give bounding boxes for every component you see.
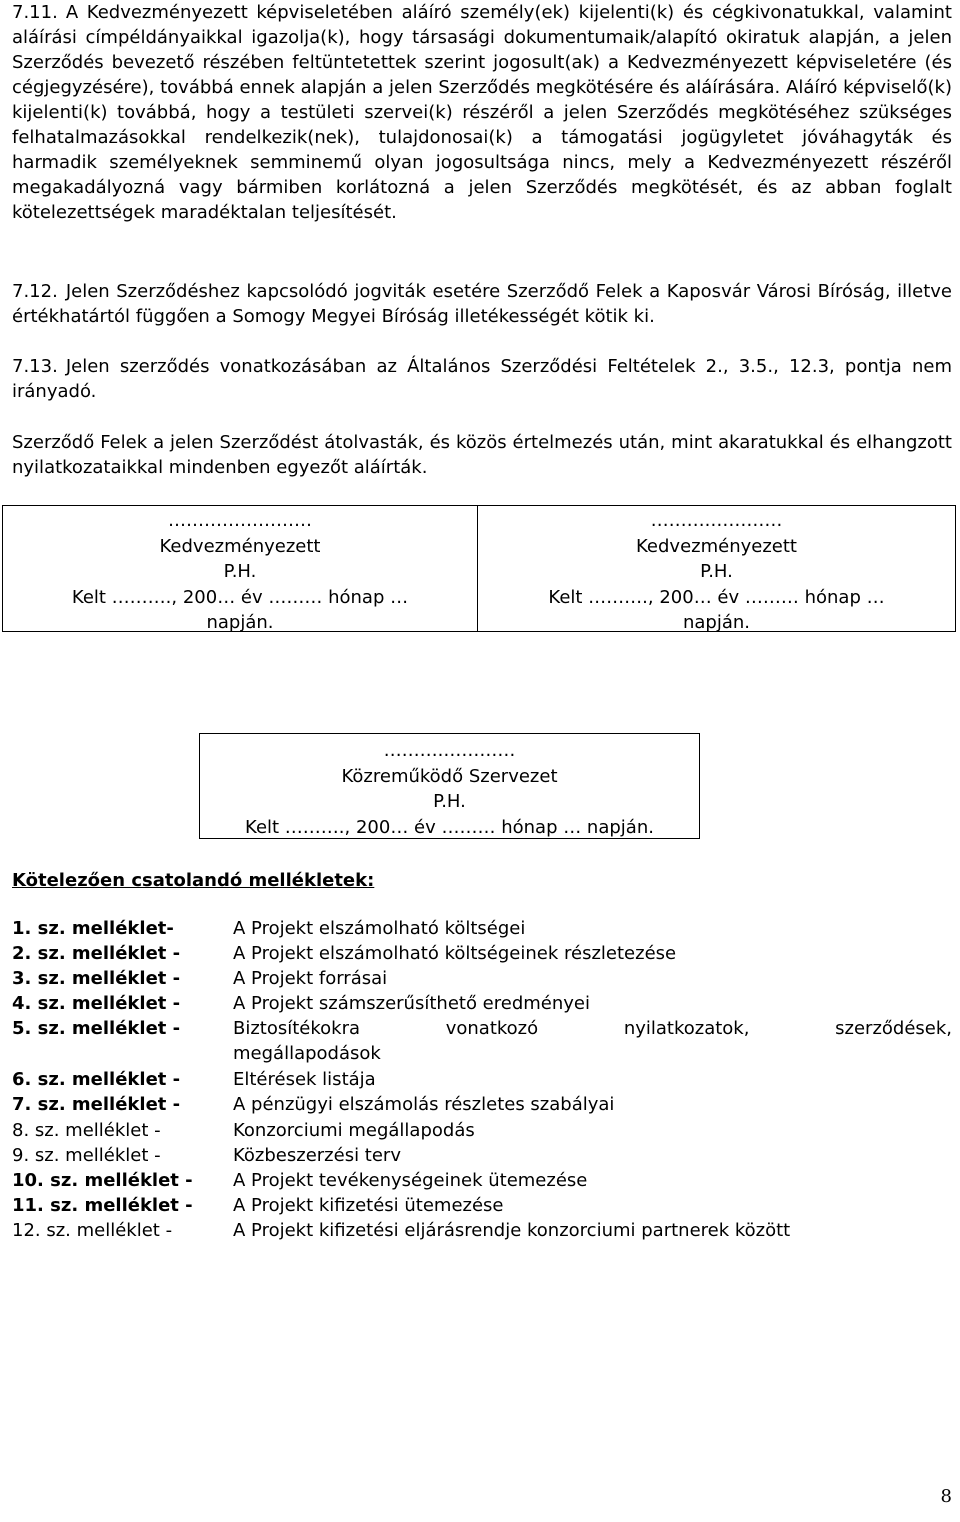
annex-label: 1. sz. melléklet- <box>12 918 174 939</box>
section-7-12 <box>12 279 952 329</box>
section-7-11 <box>12 0 952 225</box>
annex-description: A Projekt elszámolható költségei <box>233 918 526 939</box>
annex-item <box>12 1067 376 1092</box>
signature-line: ……….………… <box>383 740 516 761</box>
closing-text: Szerződő Felek a jelen Szerződést átolvasták, és közös értelmezés után, mint akaratukkal és elhangzott nyilatkozataikkal mindenben egyezőt aláírták. <box>12 432 952 478</box>
section-text: Jelen Szerződéshez kapcsolódó jogviták esetére Szerződő Felek a Kaposvár Városi Bíróság, illetve értékhatártól függően a Somogy Megyei Bíróság illetékességét kötik ki. <box>12 281 952 327</box>
annex-item <box>12 1193 504 1218</box>
annex-label: 10. sz. melléklet - <box>12 1170 193 1191</box>
date-line: Kelt ………., 200… év ……… hónap … <box>548 586 885 608</box>
annex-item <box>12 916 526 941</box>
annex-item <box>12 1092 615 1117</box>
annex-item <box>12 1118 475 1143</box>
stamp-label: P.H. <box>223 561 257 582</box>
annex-description: Konzorciumi megállapodás <box>233 1120 475 1141</box>
annex-label: 7. sz. melléklet - <box>12 1094 181 1115</box>
section-number: 7.12. <box>12 281 58 302</box>
section-text: A Kedvezményezett képviseletében aláíró személy(ek) kijelenti(k) és cégkivonatukkal, valamint aláírási címpéldányaikkal igazolja(k), hogy társasági dokumentumaik/alapító okiratuk alapján, a jelen Szerződés bevezető részében feltüntetettek szerint jogosult(ak) a Kedvezményezett képviseletére (és cégjegyzésére), továbbá ennek alapján a jelen Szerződés megkötésére és aláírására. Aláíró képviselő(k) kijelenti(k) továbbá, hogy a testületi szervei(k) részéről a jelen Szerződés megkötéséhez szükséges felhatalmazásokkal rendelkezik(nek), tulajdonosai(k) a támogatási jogügyletet jóváhagyták és harmadik személyeknek semminemű olyan jogosultsága nincs, mely a Kedvezményezett részéről megakadályozná vagy bármiben korlátozná a jelen Szerződés megkötését, és az abban foglalt kötelezettségek maradéktalan teljesítését. <box>12 2 952 223</box>
stamp-label: P.H. <box>700 561 733 582</box>
annexes-heading: Kötelezően csatolandó mellékletek: <box>12 870 375 891</box>
annex-item <box>12 1143 401 1168</box>
signature-box-beneficiary-left <box>2 505 478 632</box>
annex-label: 3. sz. melléklet - <box>12 968 181 989</box>
annex-item <box>12 941 677 966</box>
annex-description: Eltérések listája <box>233 1069 376 1090</box>
annex-description: A Projekt kifizetési ütemezése <box>233 1195 504 1216</box>
annex-description: A pénzügyi elszámolás részletes szabályai <box>233 1094 615 1115</box>
signature-party: Kedvezményezett <box>636 535 797 557</box>
signature-box-beneficiary-right <box>477 505 956 632</box>
annex-item-continuation <box>12 1041 381 1066</box>
section-number: 7.11. <box>12 2 58 23</box>
date-suffix: napján. <box>682 612 751 633</box>
annex-label: 2. sz. melléklet - <box>12 943 181 964</box>
annex-description: A Projekt forrásai <box>233 968 388 989</box>
section-number: 7.13. <box>12 356 58 377</box>
annex-description: A Projekt számszerűsíthető eredményei <box>233 993 591 1014</box>
annex-label: 12. sz. melléklet - <box>12 1220 173 1241</box>
annex-label: 9. sz. melléklet - <box>12 1145 161 1166</box>
annex-item <box>12 966 388 991</box>
annex-item <box>12 991 591 1016</box>
stamp-label: P.H. <box>433 791 466 812</box>
annex-description: A Projekt tevékenységeinek ütemezése <box>233 1170 588 1191</box>
annex-label: 6. sz. melléklet - <box>12 1069 181 1090</box>
signature-line: ……….………… <box>650 510 783 531</box>
annex-label: 4. sz. melléklet - <box>12 993 181 1014</box>
annex-item <box>12 1168 588 1193</box>
annex-description: A Projekt kifizetési eljárásrendje konzorciumi partnerek között <box>233 1220 791 1241</box>
signature-box-intermediate-body <box>199 733 700 839</box>
section-7-13 <box>12 354 952 404</box>
page-number: 8 <box>940 1486 952 1507</box>
date-line: Kelt ………., 200… év ……… hónap … napján. <box>245 816 654 838</box>
date-suffix: napján. <box>206 612 274 633</box>
annex-item <box>12 1218 791 1243</box>
date-line: Kelt ………., 200… év ……… hónap … <box>71 586 409 608</box>
annex-label: 11. sz. melléklet - <box>12 1195 193 1216</box>
closing-statement <box>12 430 952 480</box>
signature-party: Kedvezményezett <box>159 535 321 557</box>
signature-line: …………………… <box>168 510 312 531</box>
annex-description: A Projekt elszámolható költségeinek részletezése <box>233 943 677 964</box>
annex-description: Közbeszerzési terv <box>233 1145 401 1166</box>
section-text: Jelen szerződés vonatkozásában az Általános Szerződési Feltételek 2., 3.5., 12.3, pontja nem irányadó. <box>12 356 952 402</box>
annex-label: 5. sz. melléklet - <box>12 1018 181 1039</box>
annex-label: 8. sz. melléklet - <box>12 1120 161 1141</box>
annex-description: megállapodások <box>233 1043 381 1064</box>
annex-description: Biztosítékokra vonatkozó nyilatkozatok, szerződések, <box>233 1018 952 1039</box>
signature-party: Közreműködő Szervezet <box>341 765 558 787</box>
annex-item <box>12 1016 952 1041</box>
